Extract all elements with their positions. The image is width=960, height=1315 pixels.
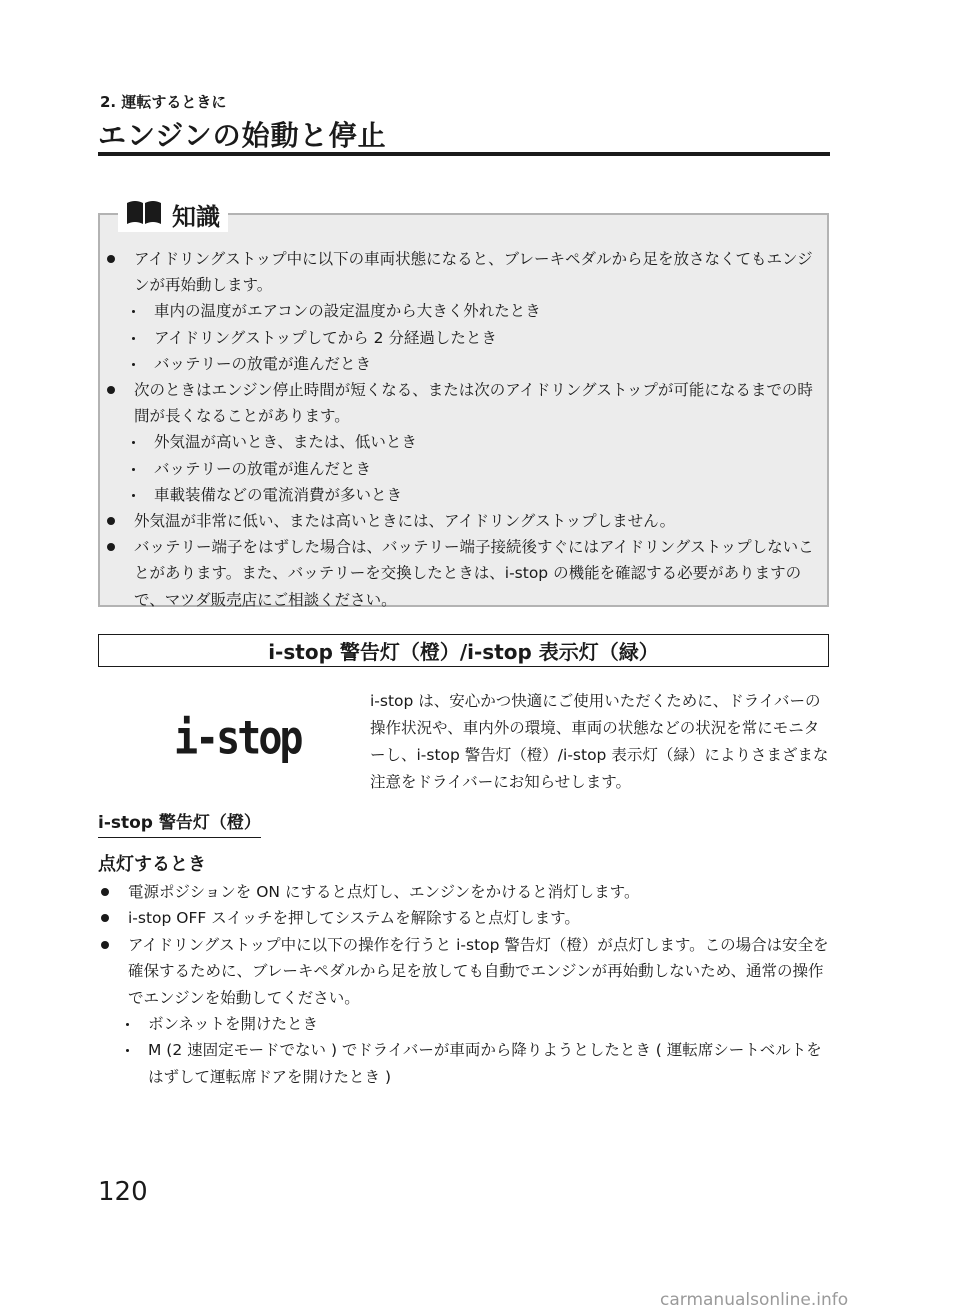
sub-item: バッテリーの放電が進んだとき — [104, 351, 820, 377]
page-number: 120 — [98, 1177, 148, 1207]
istop-indicator-logo: i-stop — [174, 712, 301, 765]
lighting-conditions-list — [98, 879, 830, 1090]
bullet-item: i-stop OFF スイッチを押してシステムを解除すると点灯します。 — [98, 905, 830, 931]
title-underline — [98, 152, 830, 156]
section-heading: i-stop 警告灯（橙）/i-stop 表示灯（緑） — [98, 634, 829, 667]
sub-item: 車内の温度がエアコンの設定温度から大きく外れたとき — [104, 298, 820, 324]
sub-item: 車載装備などの電流消費が多いとき — [104, 482, 820, 508]
bullet-item: 外気温が非常に低い、または高いときには、アイドリングストップしません。 — [104, 508, 820, 534]
knowledge-title: 知識 — [172, 202, 220, 231]
sub-item: アイドリングストップしてから 2 分経過したとき — [104, 325, 820, 351]
sub-item: M (2 速固定モードでない ) でドライバーが車両から降りようとしたとき ( 運転席シートベルトをはずして運転席ドアを開けたとき ) — [98, 1037, 830, 1090]
book-icon — [126, 199, 162, 229]
page-title: エンジンの始動と停止 — [98, 119, 387, 152]
bullet-item: 電源ポジションを ON にすると点灯し、エンジンをかけると消灯します。 — [98, 879, 830, 905]
section-label: 2. 運転するときに — [100, 93, 227, 111]
sub-item: 外気温が高いとき、または、低いとき — [104, 429, 820, 455]
intro-paragraph: i-stop は、安心かつ快適にご使用いただくために、ドライバーの操作状況や、車内外の環境、車両の状態などの状況を常にモニターし、i-stop 警告灯（橙）/i-stop 表示灯（緑）によりさまざまな注意をドライバーにお知らせします。 — [370, 692, 829, 791]
bullet-item: アイドリングストップ中に以下の車両状態になると、ブレーキペダルから足を放さなくてもエンジンが再始動します。 — [104, 246, 820, 298]
bullet-item: 次のときはエンジン停止時間が短くなる、または次のアイドリングストップが可能になるまでの時間が長くなることがあります。 — [104, 377, 820, 429]
sub-item: ボンネットを開けたとき — [98, 1011, 830, 1037]
sub-item: バッテリーの放電が進んだとき — [104, 456, 820, 482]
subheading: i-stop 警告灯（橙） — [98, 808, 261, 838]
watermark: carmanualsonline.info — [660, 1290, 849, 1310]
bullet-item: アイドリングストップ中に以下の操作を行うと i-stop 警告灯（橙）が点灯します。この場合は安全を確保するために、ブレーキペダルから足を放しても自動でエンジンが再始動しないため、通常の操作でエンジンを始動してください。 — [98, 932, 830, 1011]
subsubheading: 点灯するとき — [98, 854, 206, 875]
bullet-item: バッテリー端子をはずした場合は、バッテリー端子接続後すぐにはアイドリングストップしないことがあります。また、バッテリーを交換したときは、i-stop の機能を確認する必要がありますので、マツダ販売店にご相談ください。 — [104, 534, 820, 613]
knowledge-header — [118, 196, 228, 232]
knowledge-list — [104, 246, 820, 613]
